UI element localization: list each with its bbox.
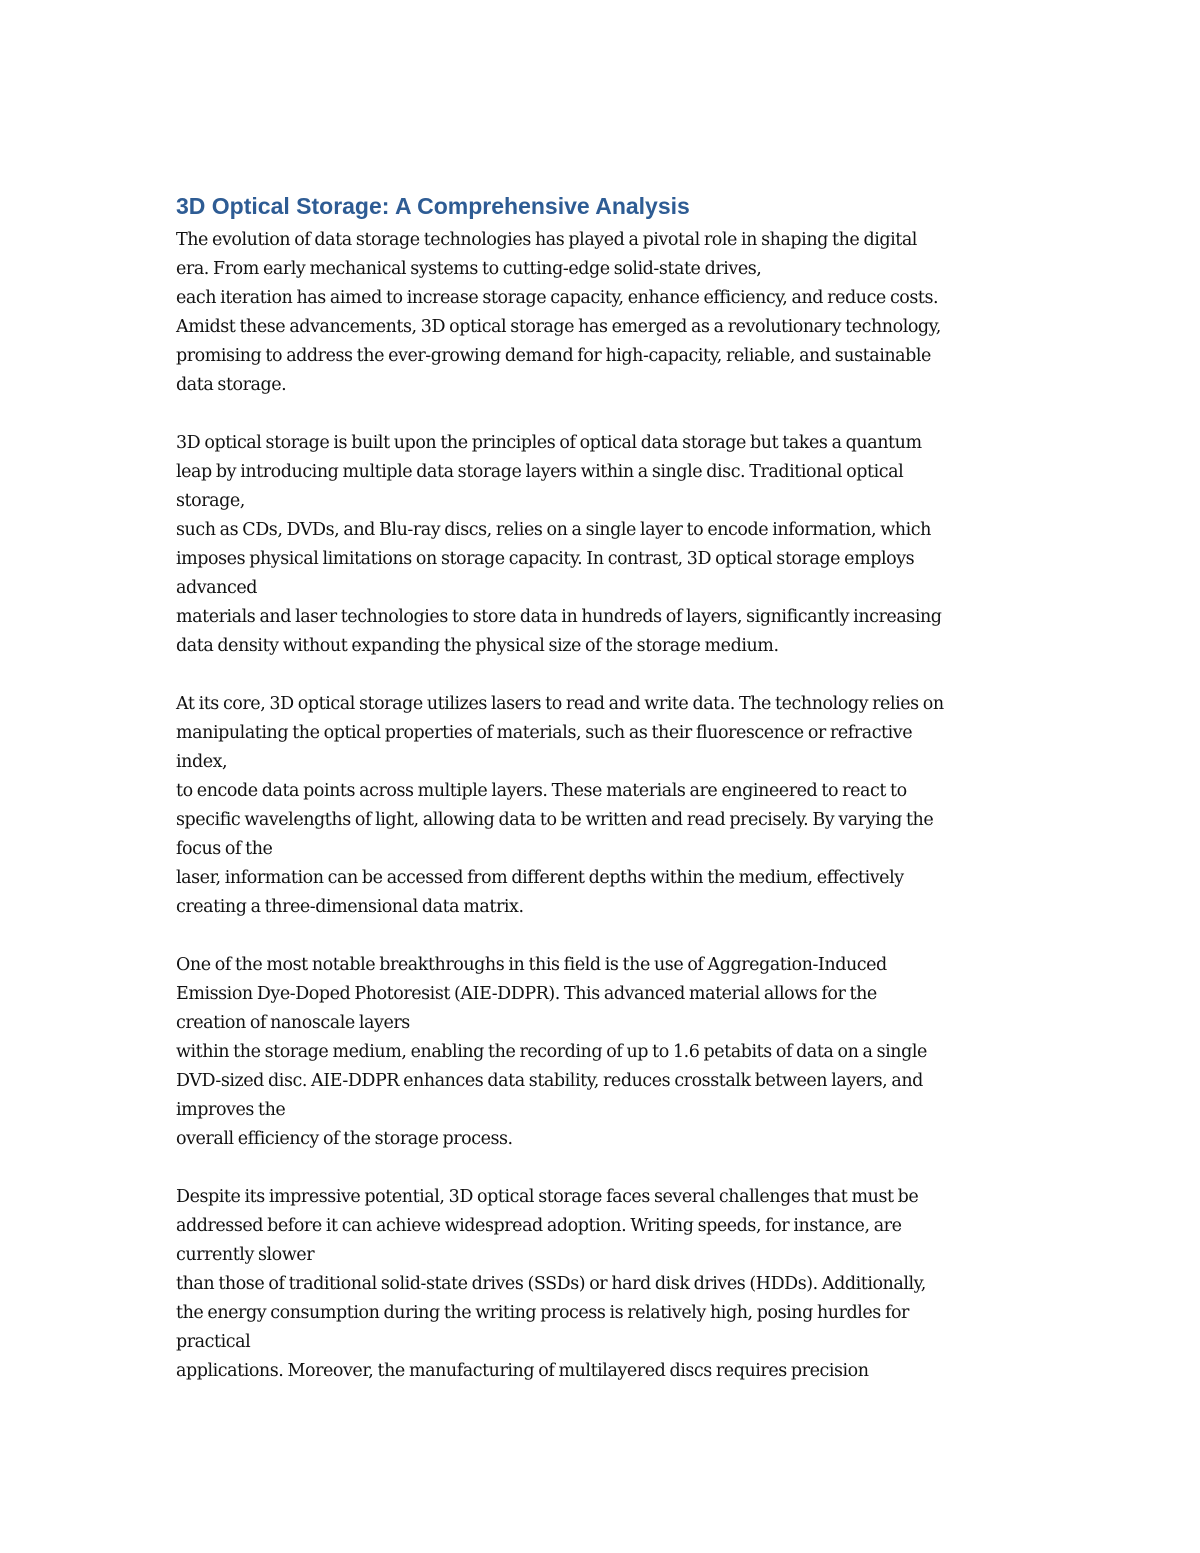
text-line: manipulating the optical properties of materials, such as their fluorescence or refractive	[176, 723, 913, 743]
text-line: focus of the	[176, 839, 273, 859]
text-line: within the storage medium, enabling the recording of up to 1.6 petabits of data on a single	[176, 1042, 927, 1062]
text-line: the energy consumption during the writing process is relatively high, posing hurdles for	[176, 1303, 909, 1323]
text-line: data density without expanding the physical size of the storage medium.	[176, 636, 779, 656]
text-line: promising to address the ever-growing demand for high-capacity, reliable, and sustainable	[176, 346, 931, 366]
text-line: improves the	[176, 1100, 286, 1120]
text-line: such as CDs, DVDs, and Blu-ray discs, relies on a single layer to encode information, which	[176, 520, 931, 540]
paragraph-spacer	[176, 661, 1036, 690]
paragraph	[176, 951, 1036, 1154]
text-line: specific wavelengths of light, allowing data to be written and read precisely. By varying the	[176, 810, 934, 830]
text-line: leap by introducing multiple data storage layers within a single disc. Traditional optical	[176, 462, 904, 482]
text-line: each iteration has aimed to increase storage capacity, enhance efficiency, and reduce costs.	[176, 288, 939, 308]
text-line: One of the most notable breakthroughs in this field is the use of Aggregation-Induced	[176, 955, 887, 975]
text-line: Amidst these advancements, 3D optical storage has emerged as a revolutionary technology,	[176, 317, 941, 337]
text-line: At its core, 3D optical storage utilizes lasers to read and write data. The technology relies on	[176, 694, 944, 714]
text-line: 3D optical storage is built upon the principles of optical data storage but takes a quantum	[176, 433, 922, 453]
text-line: to encode data points across multiple layers. These materials are engineered to react to	[176, 781, 907, 801]
paragraph	[176, 1183, 1036, 1386]
text-line: storage,	[176, 491, 245, 511]
paragraph	[176, 429, 1036, 661]
text-line: overall efficiency of the storage process.	[176, 1129, 513, 1149]
text-line: laser, information can be accessed from different depths within the medium, effectively	[176, 868, 904, 888]
paragraph	[176, 690, 1036, 922]
paragraph-spacer	[176, 1154, 1036, 1183]
text-line: data storage.	[176, 375, 287, 395]
text-line: than those of traditional solid-state drives (SSDs) or hard disk drives (HDDs). Additionally,	[176, 1274, 926, 1294]
text-line: Despite its impressive potential, 3D optical storage faces several challenges that must be	[176, 1187, 919, 1207]
text-line: advanced	[176, 578, 257, 598]
text-line: currently slower	[176, 1245, 315, 1265]
paragraph-spacer	[176, 400, 1036, 429]
text-line: The evolution of data storage technologies has played a pivotal role in shaping the digital	[176, 230, 917, 250]
text-line: imposes physical limitations on storage capacity. In contrast, 3D optical storage employs	[176, 549, 915, 569]
document-body	[176, 226, 1036, 1386]
text-line: DVD-sized disc. AIE-DDPR enhances data stability, reduces crosstalk between layers, and	[176, 1071, 923, 1091]
text-line: Emission Dye-Doped Photoresist (AIE-DDPR). This advanced material allows for the	[176, 984, 877, 1004]
text-line: era. From early mechanical systems to cutting-edge solid-state drives,	[176, 259, 762, 279]
text-line: applications. Moreover, the manufacturing of multilayered discs requires precision	[176, 1361, 869, 1381]
text-line: addressed before it can achieve widespread adoption. Writing speeds, for instance, are	[176, 1216, 902, 1236]
text-line: creation of nanoscale layers	[176, 1013, 410, 1033]
paragraph	[176, 226, 1036, 400]
paragraph-spacer	[176, 922, 1036, 951]
text-line: creating a three-dimensional data matrix.	[176, 897, 524, 917]
document-title: 3D Optical Storage: A Comprehensive Analysis	[176, 193, 690, 219]
text-line: practical	[176, 1332, 251, 1352]
text-line: materials and laser technologies to store data in hundreds of layers, significantly increasing	[176, 607, 942, 627]
text-line: index,	[176, 752, 228, 772]
